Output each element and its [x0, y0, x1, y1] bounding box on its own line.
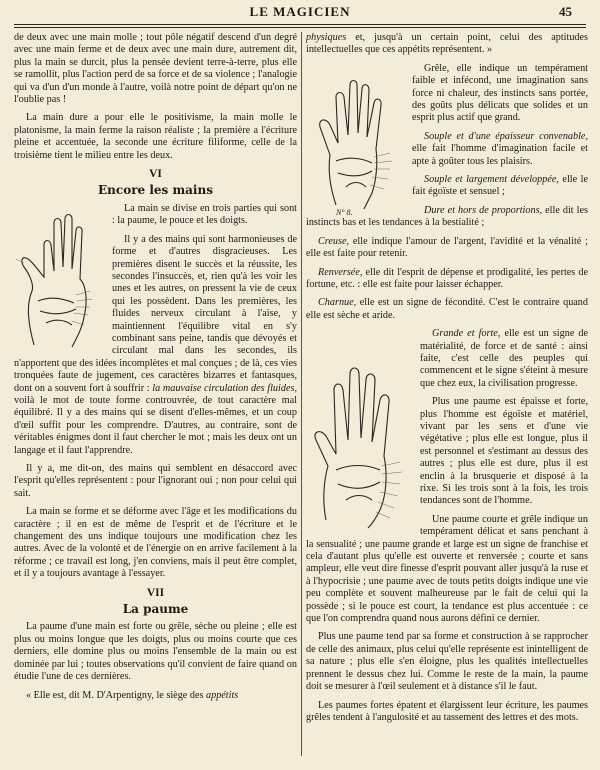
emphasis: Souple et d'une épaisseur convenable,: [424, 130, 588, 142]
paragraph: Dure et hors de proportions, elle dit les instincts bas et les tendances à la bestialité ;: [306, 204, 588, 229]
paragraph: Grêle, elle indique un tempérament faible et infécond, une imagination sans force ni chaleur, des instincts sans portée, des goûts plus délicats que solides et un esprit plus actif que grand.: [412, 62, 588, 124]
emphasis: la mauvaise circulation des fluides,: [152, 382, 297, 394]
emphasis: Renversée,: [318, 266, 363, 278]
paragraph: Creuse, elle indique l'amour de l'argent, l'avidité et la vénalité ; elle est faite pour retenir.: [306, 235, 588, 260]
emphasis: Grande et forte,: [432, 328, 501, 340]
hand-illustration-open: [14, 205, 106, 353]
emphasis: appétits: [206, 689, 239, 701]
section-number: VII: [146, 586, 165, 599]
page-number: 45: [559, 4, 572, 19]
hand-illustration-palm: [306, 65, 406, 217]
paragraph: Grande et forte, elle est un signe de matérialité, de force et de santé : ainsi faite, c'est celle des peuples qui commencent et le signe s'éteint à mesure que chez eux, la civilisation progresse.: [420, 328, 589, 389]
page-header: [14, 2, 586, 22]
section-number: VI: [149, 168, 162, 181]
hand-illustration-fist: [306, 330, 414, 530]
open-hand-drawing: [14, 205, 106, 353]
paragraph: Il y a, me dit-on, des mains qui semblent en désaccord avec l'esprit qu'elles représentent : pour l'ignorant oui ; non pour celui qui sait.: [14, 463, 297, 499]
section-heading: La paume: [122, 602, 189, 617]
right-column: [306, 32, 588, 760]
wide-hand-drawing: [306, 330, 414, 530]
column-divider: [301, 32, 302, 756]
paragraph: Les paumes fortes épatent et élargissent leur écriture, les paumes grêles tendent à l'angulosité et au tassement des lettres et des mots.: [306, 699, 588, 723]
emphasis: Creuse,: [318, 235, 350, 247]
figure-label: N° 8.: [336, 207, 353, 217]
paragraph: La paume d'une main est forte ou grêle, sèche ou pleine ; elle est plus ou moins longue que les doigts, plus ou moins courte que ces derniers, elle domine plus ou moins l'ensemble de la main ou est dominée par lui ; toutes observations qu'il convient de faire quand on étudie l'une de ces dernières.: [14, 621, 297, 683]
paragraph: La main se forme et se déforme avec l'âge et les modifications du caractère ; il en est de même de l'esprit et de l'écriture et le changement des uns indique toujours une modification chez les autres. Avec de la volonté et de l'énergie on en arrive facilement à la réforme ; ce travail est long, j'en conviens, mais il peut être complet, et il y a toujours avantage à l'essayer.: [14, 506, 297, 580]
palm-hand-drawing: [306, 65, 406, 217]
page-title: LE MAGICIEN: [249, 4, 351, 19]
paragraph: La main dure a pour elle le positivisme, la main molle le platonisme, la main ferme la raison réaliste ; la première a l'écriture pleine et accentuée, la seconde une écriture filiforme, celle de la troisième tient le milieu entre les deux.: [14, 112, 297, 161]
paragraph: Plus une paume est épaisse et forte, plus l'homme est égoïste et matériel, vivant par les sens et d'une vie végétative ; plus elle est longue, plus il est personnel et s'estimant au dessus des autres ; plus elle est dure, plus il est enclin à la brusquerie et disposé à la rixe. Si les trois sont à la fois, les trois tendances sont de l'homme.: [420, 396, 588, 507]
paragraph: Une paume courte et grêle indique un tempérament délicat et sans penchant à la sensualité ; une paume grande et large est un signe de franchise et cela d'autant plus qu'elle est ouverte et renversée ; courte et sans ampleur, elle veut dire finesse d'esprit pouvant aller jusqu'à la ruse et à l'hypocrisie ; une paume avec de touts petits doigts indique une vie peu complète et souvent malheureuse par le fait de celui qui la possède ; si le pouce est court, la tendance est plus accentuée : ce que l'on comprendra quand nous aurons défini ce dernier.: [306, 513, 588, 625]
paragraph: Charnue, elle est un signe de fécondité. C'est le contraire quand elle est sèche et aride.: [306, 297, 588, 321]
paragraph: de deux avec une main molle ; tout pôle négatif descend d'un degré avec une main ferme et de deux avec une main dure, autrement dit, plus la main se durcit, plus la pensée devient terre-à-terre, plus elle se ramollit, plus l'action perd de sa force et de sa violence ; l'analogie qui va d'un d'un monde à l'autre, voilà notre point de départ qu'on ne l'oublie pas !: [14, 32, 297, 106]
paragraph: physiques et, jusqu'à un certain point, celui des aptitudes intellectuelles que ces appétits représentent. »: [306, 32, 588, 56]
emphasis: Dure et hors de proportions,: [424, 204, 543, 216]
emphasis: Charnue,: [318, 297, 357, 309]
emphasis: Souple et largement développée,: [424, 174, 559, 186]
paragraph: Souple et d'une épaisseur convenable, elle fait l'homme d'imagination facile et apte à goûter tous les plaisirs.: [412, 130, 588, 167]
paragraph: Renversée, elle dit l'esprit de dépense et prodigalité, les pertes de fortune, etc. : elle est faite pour laisser échapper.: [306, 266, 589, 290]
emphasis: physiques: [306, 32, 347, 43]
header-rule-bottom: [14, 27, 586, 28]
paragraph: « Elle est, dit M. D'Arpentigny, le siège des appétits: [26, 689, 239, 701]
paragraph: Plus une paume tend par sa forme et construction à se rapprocher de celle des animaux, plus celui qu'elle représente est inintelligent de sa nature ; plus elle s'en éloigne, plus les qualités intellectuelles prennent le dessus chez lui. Comme le reste de la main, la paume doit se mesurer à l'œil seulement et à distance s'il le faut.: [306, 631, 588, 693]
section-heading: Encore les mains: [98, 183, 213, 198]
paragraph: Il y a des mains qui sont harmonieuses de forme et d'autres disgracieuses. Les premières disent le succès et la réussite, les secondes l'insuccès, et, rien qu'à les voir les unes et les autres, on pressent la vie de ceux qui les possèdent. Dans les premières, les fluides nerveux circulant à l'aise, y maintiennent l'équilibre vital en s'y combinant sans peine, tandis que dévoyés et circulant mal dans les secondes, ils n'apportent que des idées incomplètes et mal conçues ; de là, ces vies tronquées faute de jugement, ces caractères bizarres et fantasques, dont on a souvent fort à souffrir : la mauvaise circulation des fluides, voilà le mot de toute forme controuvrée, de tout caractère mal équilibré. Il y a des mains qui se disent d'elles-mêmes, et un coup d'œil suffit pour les comprendre. D'autres, au contraire, sont de véritables énigmes dont il faut chercher le mot ; mais les deux ont un langage et il faut l'apprendre.: [14, 233, 297, 456]
header-rule-top: [14, 24, 586, 25]
paragraph: Souple et largement développée, elle le fait égoïste et sensuel ;: [412, 174, 588, 198]
left-column: [14, 32, 297, 760]
paragraph: La main se divise en trois parties qui sont : la paume, le pouce et les doigts.: [112, 202, 297, 227]
